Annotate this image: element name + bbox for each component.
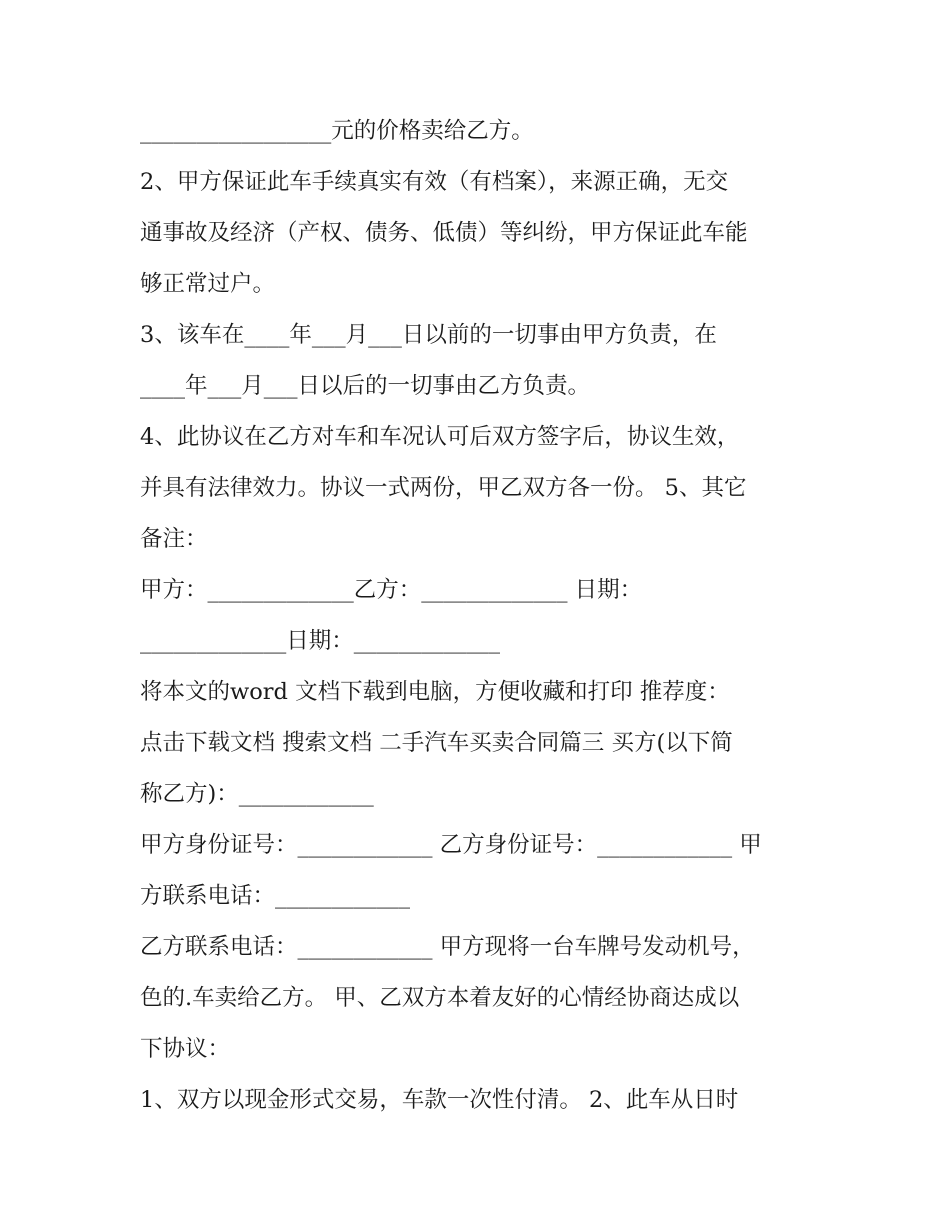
text-line-payment-clause: 1、双方以现金形式交易，车款一次性付清。 2、此车从日时 <box>140 1087 739 1113</box>
text-line-party-b-phone: 乙方联系电话：____________ 甲方现将一台车牌号发动机号， <box>140 934 755 960</box>
text-line-buyer: 称乙方)：____________ <box>140 781 374 807</box>
text-line-remarks: 备注： <box>140 526 208 552</box>
text-line-clause-2-end: 够正常过户。 <box>140 271 276 297</box>
text-line-clause-2-cont: 通事故及经济（产权、债务、低债）等纠纷，甲方保证此车能 <box>140 220 748 246</box>
text-line-section-3-header: 点击下载文档 搜索文档 二手汽车买卖合同篇三 买方(以下简 <box>140 730 733 756</box>
contract-text-body <box>140 110 820 1130</box>
text-line-clause-4-end: 并具有法律效力。协议一式两份，甲乙双方各一份。 5、其它 <box>140 475 747 501</box>
text-line-agreement-intro: 色的.车卖给乙方。 甲、乙双方本着友好的心情经协商达成以 <box>140 985 740 1011</box>
text-line-clause-3-start: 3、该车在____年___月___日以前的一切事由甲方负责，在 <box>140 322 717 348</box>
text-line-signature-date: _____________日期：_____________ <box>140 628 501 654</box>
text-line-clause-4-start: 4、此协议在乙方对车和车况认可后双方签字后，协议生效， <box>140 424 740 450</box>
text-line-download-note: 将本文的word 文档下载到电脑，方便收藏和打印 推荐度： <box>140 679 730 705</box>
text-line-party-a-phone: 方联系电话：____________ <box>140 883 411 909</box>
text-line-agreement-heading: 下协议： <box>140 1036 231 1062</box>
text-line-signature-row: 甲方：_____________乙方：_____________ 日期： <box>140 577 643 603</box>
text-line-clause-3-end: ____年___月___日以后的一切事由乙方负责。 <box>140 373 591 399</box>
text-line-id-numbers: 甲方身份证号：____________ 乙方身份证号：____________ 甲 <box>140 832 762 858</box>
text-line-price-clause: _________________元的价格卖给乙方。 <box>140 118 534 144</box>
text-line-clause-2-start: 2、甲方保证此车手续真实有效（有档案），来源正确，无交 <box>140 169 729 195</box>
